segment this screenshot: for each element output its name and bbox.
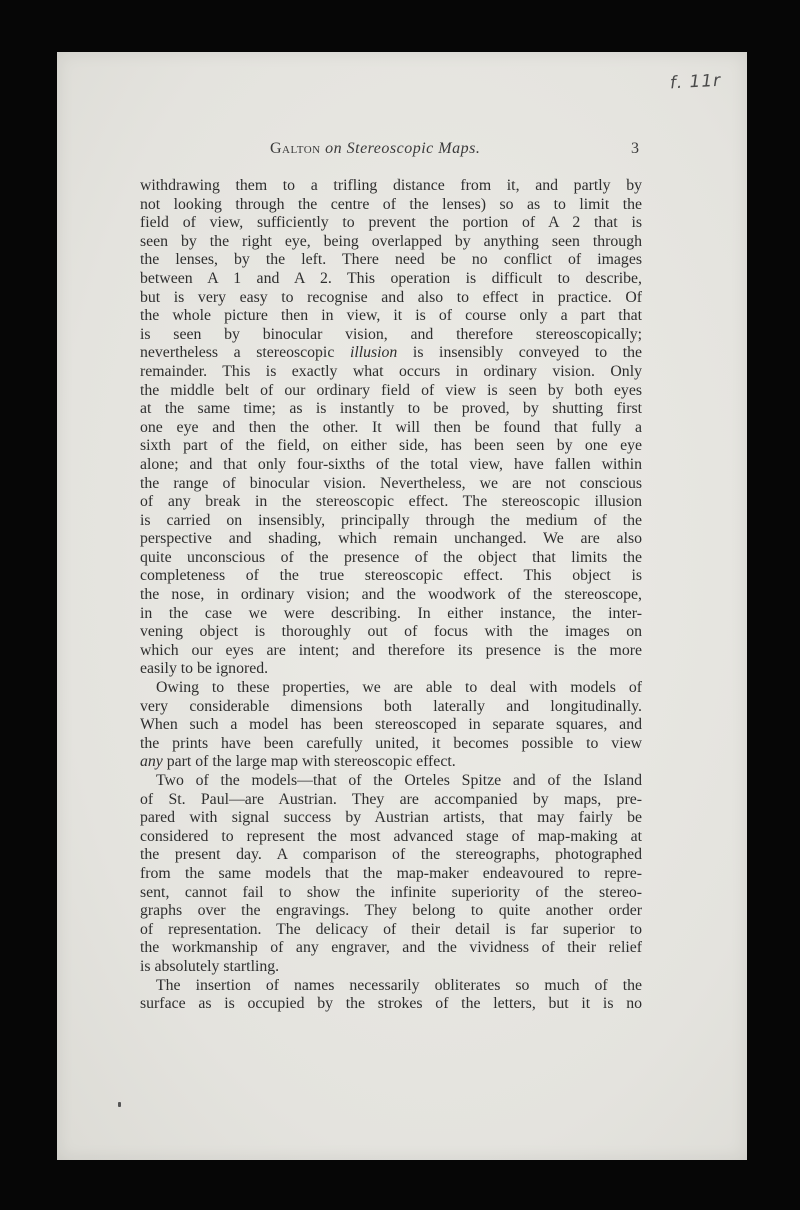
- text-line: [140, 865, 642, 884]
- text-line: [140, 400, 642, 419]
- text-segment: graphs over the engravings. They belong to quite another order: [140, 902, 642, 920]
- text-line: [140, 344, 642, 363]
- text-line: [140, 512, 642, 531]
- text-segment: the workmanship of any engraver, and the vividness of their relief: [140, 939, 642, 957]
- text-segment: surface as is occupied by the strokes of the letters, but it is no: [140, 995, 642, 1013]
- text-segment: is absolutely startling.: [140, 957, 280, 975]
- text-line: [140, 977, 642, 996]
- text-segment: the nose, in ordinary vision; and the woodwork of the stereoscope,: [140, 586, 642, 604]
- text-line: [140, 233, 642, 252]
- text-line: [140, 586, 642, 605]
- body-text: [140, 177, 642, 1014]
- text-segment: the range of binocular vision. Nevertheless, we are not conscious: [140, 474, 642, 492]
- text-segment: not looking through the centre of the lenses) so as to limit the: [140, 195, 642, 213]
- running-head-author: Galton: [270, 140, 321, 157]
- text-line: [140, 828, 642, 847]
- text-line: [140, 958, 642, 977]
- text-segment: between A 1 and A 2. This operation is difficult to describe,: [140, 269, 642, 287]
- text-segment: quite unconscious of the presence of the object that limits the: [140, 548, 642, 566]
- text-line: [140, 530, 642, 549]
- text-line: [140, 939, 642, 958]
- text-segment: is seen by binocular vision, and therefore stereoscopically;: [140, 325, 642, 343]
- text-segment: in the case we were describing. In either instance, the inter-: [140, 604, 642, 622]
- text-segment: which our eyes are intent; and therefore its presence is the more: [140, 641, 642, 659]
- text-segment: The insertion of names necessarily obliterates so much of the: [156, 976, 642, 994]
- text-segment: the lenses, by the left. There need be no conflict of images: [140, 251, 642, 269]
- text-line: [140, 214, 642, 233]
- text-segment: from the same models that the map-maker endeavoured to repre-: [140, 864, 642, 882]
- paragraph: [140, 177, 642, 679]
- italic-emphasis: any: [140, 753, 163, 771]
- text-line: [140, 493, 642, 512]
- text-line: [140, 363, 642, 382]
- text-line: [140, 753, 642, 772]
- text-line: [140, 623, 642, 642]
- text-segment: sixth part of the field, on either side, has been seen by one eye: [140, 437, 642, 455]
- text-segment: Two of the models—that of the Orteles Spitze and of the Island: [156, 772, 642, 789]
- text-segment: of any break in the stereoscopic effect. The stereoscopic illusion: [140, 493, 642, 511]
- running-head-on: on: [325, 140, 343, 157]
- text-segment: considered to represent the most advanced stage of map-making at: [140, 827, 642, 845]
- text-line: [140, 791, 642, 810]
- text-segment: is carried on insensibly, principally through the medium of the: [140, 511, 642, 529]
- text-line: [140, 382, 642, 401]
- running-head-subject: Stereoscopic Maps.: [346, 140, 481, 157]
- text-line: [140, 270, 642, 289]
- text-line: [140, 642, 642, 661]
- text-line: [140, 307, 642, 326]
- text-segment: very considerable dimensions both laterally and longitudinally.: [140, 697, 642, 715]
- text-line: [140, 177, 642, 196]
- text-line: [140, 289, 642, 308]
- text-segment: one eye and then the other. It will then be found that fully a: [140, 418, 642, 436]
- text-segment: alone; and that only four-sixths of the total view, have fallen within: [140, 455, 642, 473]
- handwritten-folio-number: f. 11r: [669, 70, 722, 94]
- text-segment: perspective and shading, which remain unchanged. We are also: [140, 530, 642, 548]
- text-segment: nevertheless a stereoscopic: [140, 344, 350, 362]
- text-line: [140, 437, 642, 456]
- text-segment: withdrawing them to a trifling distance from it, and partly by: [140, 177, 642, 194]
- text-line: [140, 456, 642, 475]
- text-segment: at the same time; as is instantly to be proved, by shutting first: [140, 400, 642, 418]
- text-line: [140, 660, 642, 679]
- text-line: [140, 716, 642, 735]
- text-line: [140, 735, 642, 754]
- text-segment: the present day. A comparison of the stereographs, photographed: [140, 846, 642, 864]
- running-head: [0, 140, 800, 164]
- text-segment: When such a model has been stereoscoped in separate squares, and: [140, 716, 642, 734]
- text-line: [140, 846, 642, 865]
- text-segment: pared with signal success by Austrian artists, that may fairly be: [140, 809, 642, 827]
- running-head-title: [270, 140, 480, 158]
- text-line: [140, 549, 642, 568]
- text-line: [140, 567, 642, 586]
- text-line: [140, 809, 642, 828]
- text-line: [140, 698, 642, 717]
- text-line: [140, 196, 642, 215]
- text-segment: the whole picture then in view, it is of course only a part that: [140, 307, 642, 325]
- paragraph: [140, 679, 642, 772]
- text-segment: completeness of the true stereoscopic effect. This object is: [140, 567, 642, 585]
- text-segment: the middle belt of our ordinary field of view is seen by both eyes: [140, 381, 642, 399]
- text-segment: is insensibly conveyed to the: [397, 344, 642, 362]
- text-line: [140, 605, 642, 624]
- text-segment: remainder. This is exactly what occurs in ordinary vision. Only: [140, 362, 642, 380]
- text-segment: but is very easy to recognise and also to effect in practice. Of: [140, 288, 642, 306]
- pencil-mark: [118, 1102, 121, 1107]
- text-line: [140, 995, 642, 1014]
- text-line: [140, 921, 642, 940]
- text-segment: of St. Paul—are Austrian. They are accompanied by maps, pre-: [140, 790, 642, 808]
- text-line: [140, 419, 642, 438]
- text-segment: vening object is thoroughly out of focus with the images on: [140, 623, 642, 641]
- text-line: [140, 884, 642, 903]
- text-segment: part of the large map with stereoscopic effect.: [162, 753, 456, 771]
- text-segment: field of view, sufficiently to prevent the portion of A 2 that is: [140, 214, 642, 232]
- text-segment: easily to be ignored.: [140, 660, 269, 678]
- text-line: [140, 772, 642, 791]
- paragraph: [140, 772, 642, 977]
- italic-emphasis: illusion: [349, 344, 398, 362]
- text-segment: seen by the right eye, being overlapped by anything seen through: [140, 232, 642, 250]
- text-segment: the prints have been carefully united, it becomes possible to view: [140, 734, 642, 752]
- text-line: [140, 679, 642, 698]
- text-line: [140, 251, 642, 270]
- text-line: [140, 475, 642, 494]
- page-number: 3: [631, 140, 639, 157]
- text-segment: Owing to these properties, we are able to deal with models of: [156, 679, 642, 697]
- text-segment: of representation. The delicacy of their detail is far superior to: [140, 920, 642, 938]
- paragraph: [140, 977, 642, 1014]
- text-line: [140, 902, 642, 921]
- text-segment: sent, cannot fail to show the infinite superiority of the stereo-: [140, 883, 642, 901]
- text-line: [140, 326, 642, 345]
